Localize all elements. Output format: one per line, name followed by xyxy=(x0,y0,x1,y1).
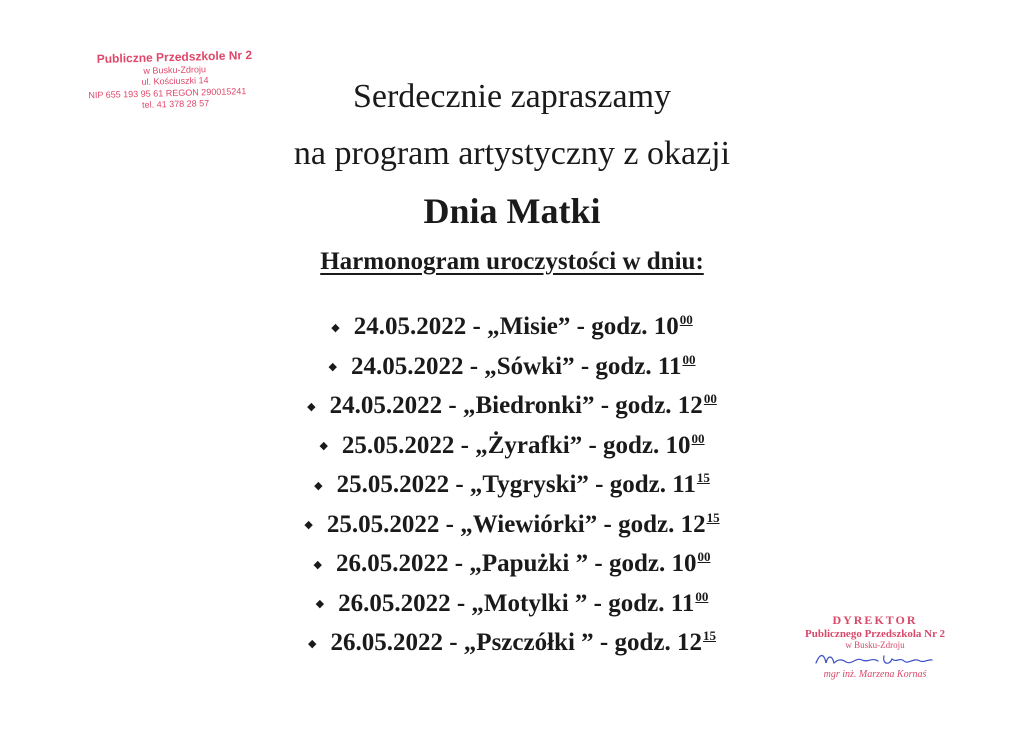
schedule-item-minutes: 00 xyxy=(682,351,696,367)
heading-line-2: na program artystyczny z okazji xyxy=(293,135,731,172)
stamp-line-3: ul. Kościuszki 14 xyxy=(141,75,209,88)
schedule-item xyxy=(0,419,1024,459)
schedule-list xyxy=(0,300,1024,656)
schedule-item-text: 26.05.2022 - „Pszczółki ” - godz. 12 xyxy=(330,629,702,656)
diamond-bullet-icon: ◆ xyxy=(328,361,337,374)
schedule-item-text: 26.05.2022 - „Motylki ” - godz. 11 xyxy=(338,589,695,617)
schedule-item-minutes: 15 xyxy=(696,470,710,485)
schedule-item-text: 26.05.2022 - „Papużki ” - godz. 10 xyxy=(336,550,697,577)
stamp-line-2: w Busku-Zdroju xyxy=(143,64,207,76)
diamond-bullet-icon: ◆ xyxy=(314,479,323,492)
diamond-bullet-icon: ◆ xyxy=(315,598,325,611)
director-title: DYREKTOR xyxy=(832,613,918,627)
stamp-line-5: tel. 41 378 28 57 xyxy=(141,97,210,110)
schedule-item-text: 24.05.2022 - „Sówki” - godz. 11 xyxy=(350,352,682,380)
schedule-item xyxy=(0,300,1024,340)
schedule-item-minutes: 00 xyxy=(703,391,717,406)
diamond-bullet-icon: ◆ xyxy=(313,558,323,571)
schedule-item-minutes: 15 xyxy=(702,628,716,643)
schedule-heading: Harmonogram uroczystości w dniu: xyxy=(320,248,704,275)
schedule-item-minutes: 00 xyxy=(697,549,711,564)
schedule-item-minutes: 00 xyxy=(691,430,705,446)
schedule-item xyxy=(0,577,1024,617)
signature-icon xyxy=(790,651,960,669)
diamond-bullet-icon: ◆ xyxy=(319,440,328,453)
stamp-line-4: NIP 655 193 95 61 REGON 290015241 xyxy=(88,85,247,100)
schedule-item-minutes: 15 xyxy=(706,509,720,525)
heading-line-1: Serdecznie zapraszamy xyxy=(352,78,672,115)
schedule-item-text: 25.05.2022 - „Żyrafki” - godz. 10 xyxy=(341,431,691,459)
diamond-bullet-icon: ◆ xyxy=(304,519,313,532)
schedule-item-minutes: 00 xyxy=(695,588,709,604)
director-institution: Publicznego Przedszkola Nr 2 xyxy=(804,627,946,640)
schedule-item-text: 25.05.2022 - „Wiewiórki” - godz. 12 xyxy=(326,510,706,538)
schedule-item xyxy=(0,340,1024,380)
director-city: w Busku-Zdroju xyxy=(845,640,905,651)
diamond-bullet-icon: ◆ xyxy=(308,637,317,650)
diamond-bullet-icon: ◆ xyxy=(331,321,340,334)
stamp-line-1: Publiczne Przedszkole Nr 2 xyxy=(96,47,253,67)
schedule-item-text: 25.05.2022 - „Tygryski” - godz. 11 xyxy=(336,471,696,498)
schedule-item xyxy=(0,458,1024,498)
schedule-item-minutes: 00 xyxy=(679,312,693,327)
diamond-bullet-icon: ◆ xyxy=(307,400,316,413)
schedule-item xyxy=(0,379,1024,419)
heading-title: Dnia Matki xyxy=(423,191,601,231)
director-stamp xyxy=(790,614,960,680)
schedule-item-text: 24.05.2022 - „Misie” - godz. 10 xyxy=(353,313,679,340)
schedule-item-text: 24.05.2022 - „Biedronki” - godz. 12 xyxy=(329,392,703,419)
schedule-item xyxy=(0,537,1024,577)
schedule-item xyxy=(0,498,1024,538)
director-name: mgr inż. Marzena Kornaś xyxy=(823,668,927,680)
